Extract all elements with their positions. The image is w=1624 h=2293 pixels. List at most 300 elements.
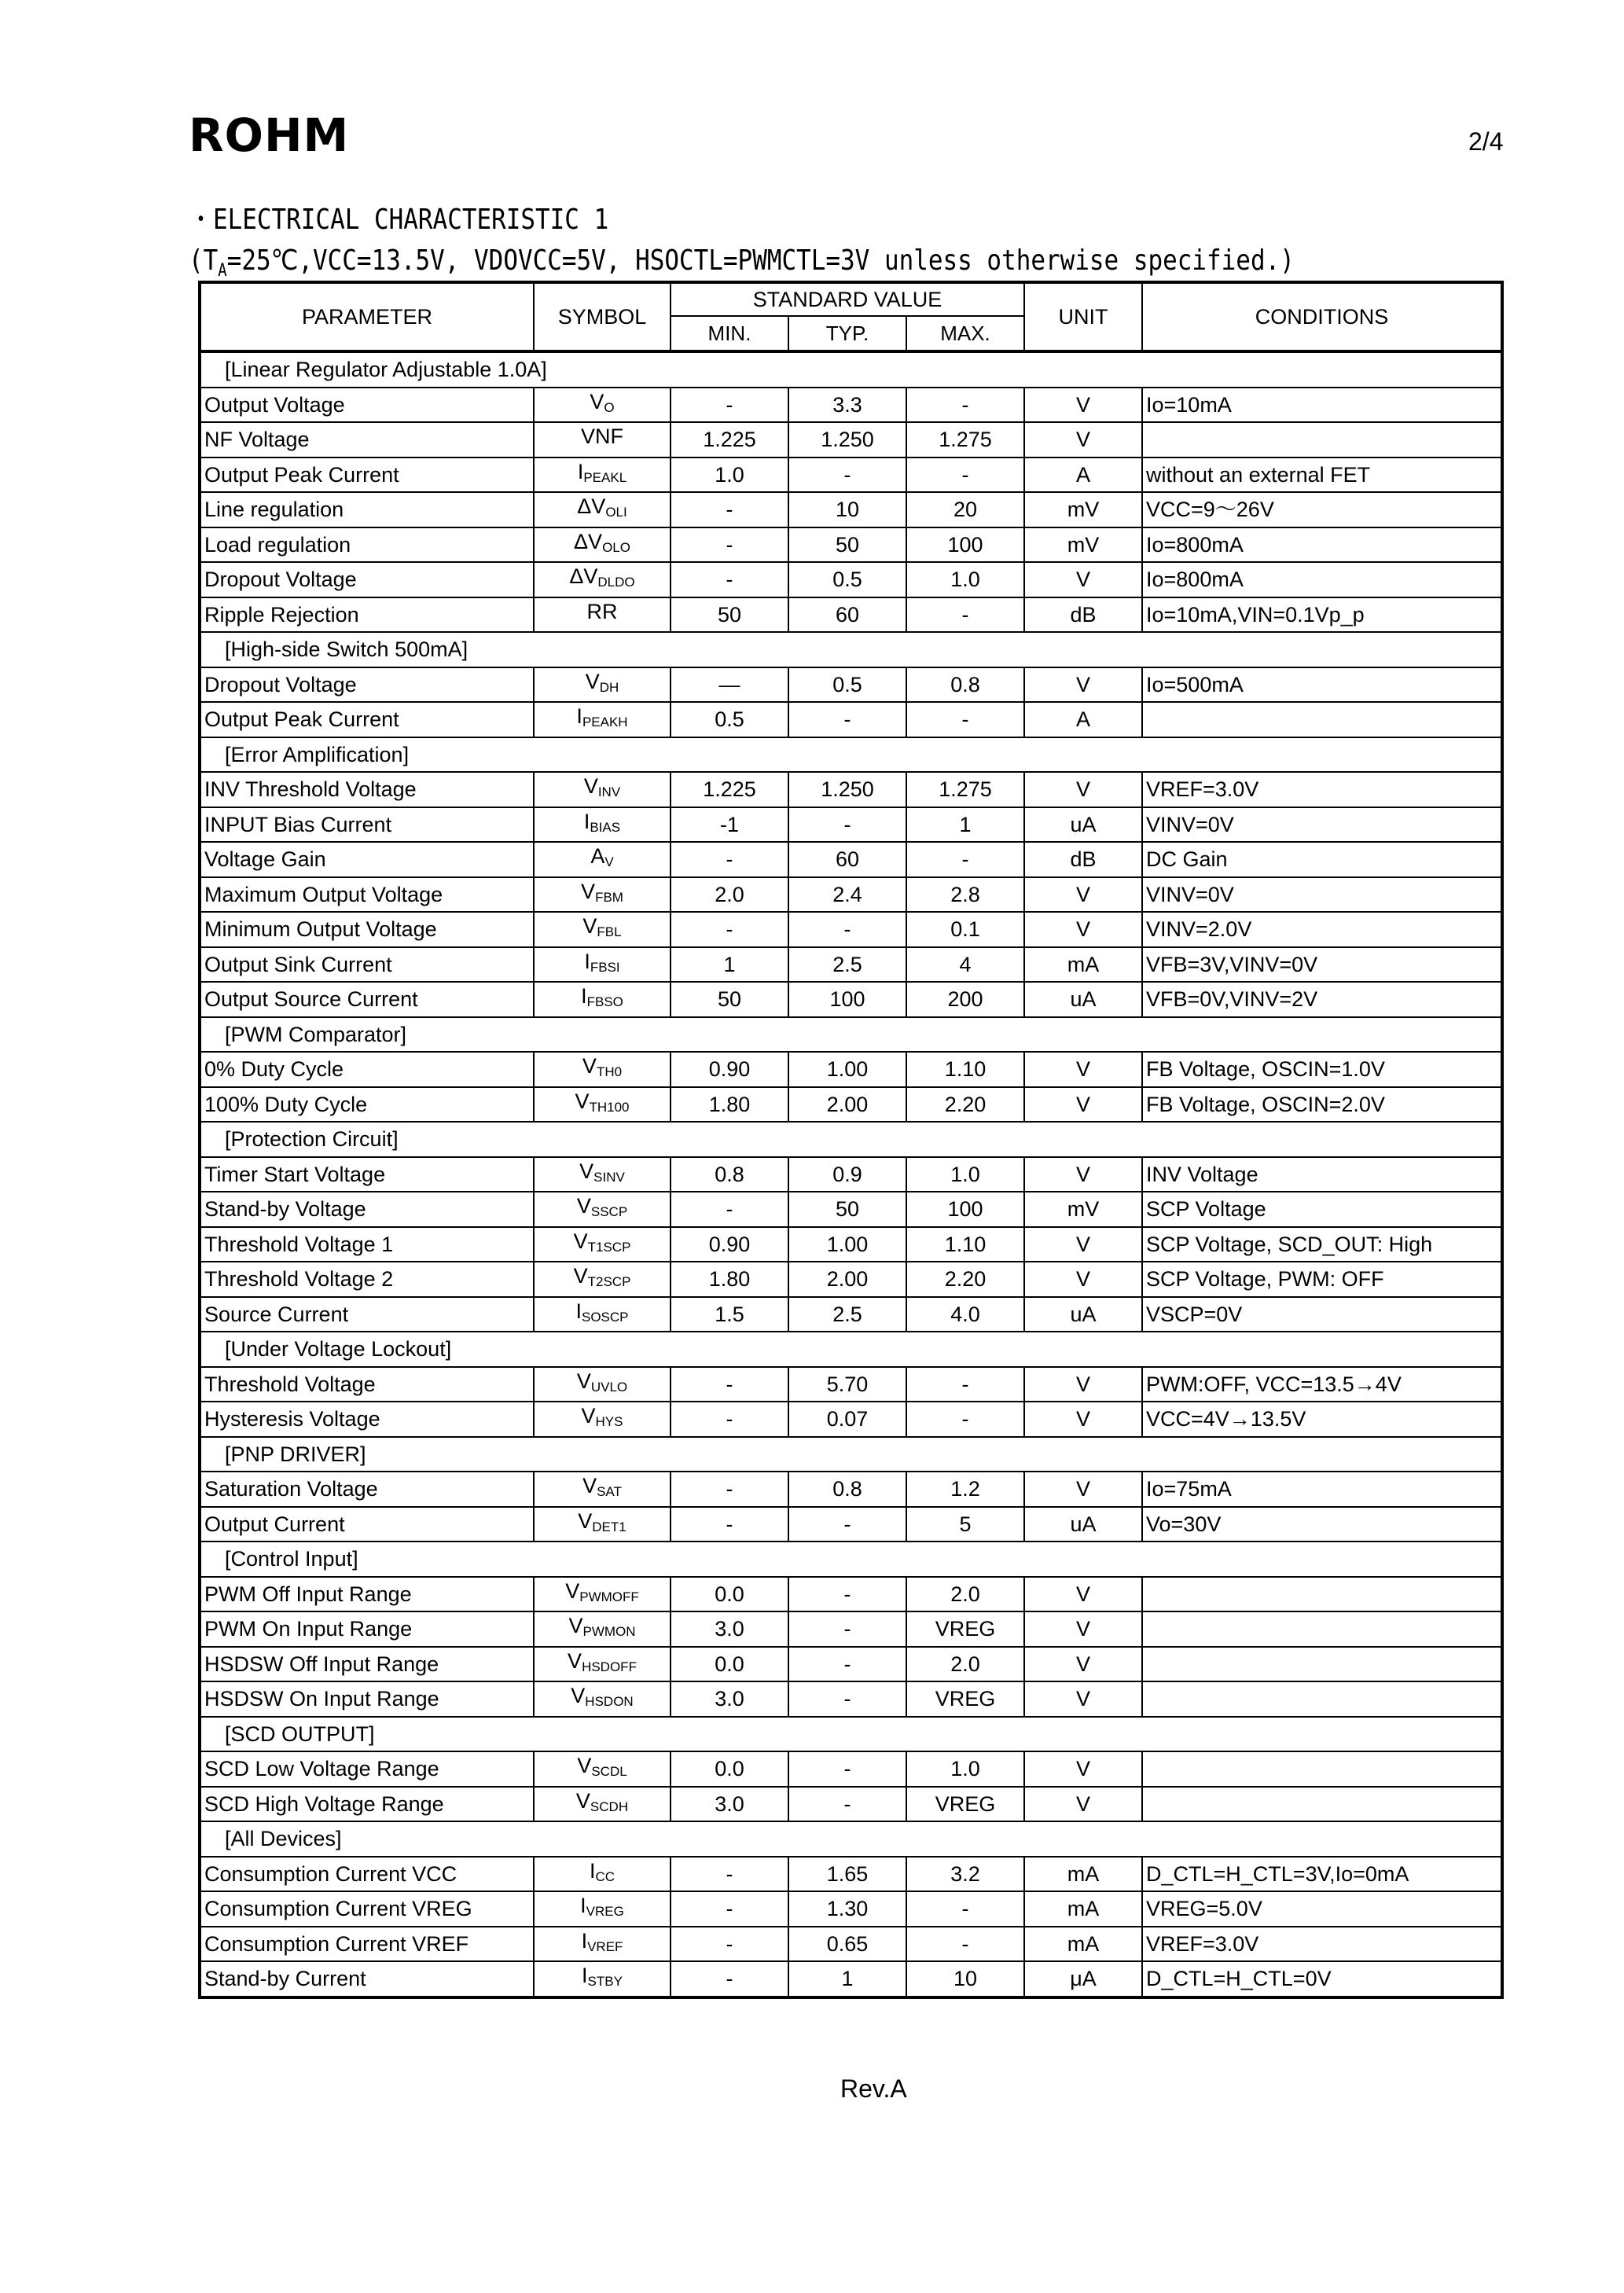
conditions-cell: SCP Voltage [1142,1192,1502,1227]
symbol-cell [534,1681,671,1717]
conditions-cell: VREF=3.0V [1142,1927,1502,1962]
section-row [200,1821,1502,1857]
conditions-cell: VFB=0V,VINV=2V [1142,982,1502,1017]
unit-cell: mV [1024,527,1142,563]
max-cell: 1.2 [906,1472,1024,1507]
header-max: MAX. [906,316,1024,351]
symbol-cell [534,1087,671,1123]
symbol-cell [534,1472,671,1507]
max-cell: 1.0 [906,562,1024,597]
symbol-main: I [581,984,587,1009]
unit-cell: uA [1024,1507,1142,1542]
symbol-main: V [582,914,597,939]
parameter-cell: Maximum Output Voltage [200,877,534,913]
symbol-subscript: HYS [595,1414,623,1430]
conditions-cell: Io=800mA [1142,527,1502,563]
symbol-subscript: TH0 [596,1064,623,1080]
symbol-cell [534,1927,671,1962]
symbol-main: V [565,1578,580,1603]
min-cell: 0.90 [671,1052,788,1087]
table-row [200,422,1502,457]
unit-cell: V [1024,1787,1142,1822]
max-cell: 1.0 [906,1157,1024,1192]
symbol-cell [534,422,671,457]
typ-cell: 2.00 [788,1087,906,1123]
symbol-subscript: DET1 [592,1519,626,1534]
parameter-cell: Consumption Current VREF [200,1927,534,1962]
max-cell: 100 [906,527,1024,563]
conditions-cell: FB Voltage, OSCIN=2.0V [1142,1087,1502,1123]
symbol-subscript: OLO [602,539,630,555]
conditions-cell [1142,1681,1502,1717]
symbol-cell [534,1507,671,1542]
symbol-subscript: V [604,854,614,870]
max-cell: - [906,702,1024,737]
parameter-cell: Threshold Voltage [200,1367,534,1402]
conditions-cell: FB Voltage, OSCIN=1.0V [1142,1052,1502,1087]
typ-cell: 1.00 [788,1227,906,1262]
parameter-cell: Line regulation [200,492,534,527]
parameter-cell: Output Peak Current [200,702,534,737]
min-cell: 0.8 [671,1157,788,1192]
max-cell: - [906,1367,1024,1402]
symbol-subscript: PEAKL [583,469,627,485]
max-cell: 2.8 [906,877,1024,913]
min-cell: 3.0 [671,1611,788,1647]
typ-cell: 1.30 [788,1891,906,1927]
symbol-cell [534,388,671,423]
symbol-cell [534,912,671,947]
symbol-cell [534,1891,671,1927]
conditions-cell: VINV=0V [1142,807,1502,843]
unit-cell: uA [1024,1297,1142,1332]
max-cell: 0.8 [906,667,1024,703]
typ-cell: 10 [788,492,906,527]
table-row [200,1157,1502,1192]
min-cell: - [671,1472,788,1507]
parameter-cell: Output Source Current [200,982,534,1017]
section-label: [PWM Comparator] [200,1017,1502,1053]
table-row [200,1891,1502,1927]
min-cell: 3.0 [671,1681,788,1717]
unit-cell: V [1024,422,1142,457]
min-cell: 0.90 [671,1227,788,1262]
table-row [200,1681,1502,1717]
symbol-subscript: T1SCP [587,1239,631,1255]
max-cell: 1.0 [906,1751,1024,1787]
conditions-cell: Io=800mA [1142,562,1502,597]
min-cell: - [671,1192,788,1227]
conditions-cell: Vo=30V [1142,1507,1502,1542]
min-cell: - [671,527,788,563]
unit-cell: V [1024,1402,1142,1437]
symbol-main: V [577,1754,592,1778]
min-cell: 2.0 [671,877,788,913]
symbol-subscript: T2SCP [587,1274,631,1290]
section-label: [All Devices] [200,1821,1502,1857]
unit-cell: mA [1024,1927,1142,1962]
symbol-subscript: SCDL [591,1764,627,1780]
max-cell: - [906,388,1024,423]
typ-cell: - [788,1681,906,1717]
conditions-cell: VINV=0V [1142,877,1502,913]
section-title: ・ELECTRICAL CHARACTERISTIC 1 [189,204,609,236]
typ-cell: 2.4 [788,877,906,913]
symbol-subscript: DH [599,679,619,695]
parameter-cell: Saturation Voltage [200,1472,534,1507]
header-unit: UNIT [1024,282,1142,351]
min-cell: - [671,842,788,877]
unit-cell: dB [1024,597,1142,633]
typ-cell: 60 [788,597,906,633]
symbol-main: V [578,1508,593,1533]
symbol-cell [534,1157,671,1192]
parameter-cell: Threshold Voltage 2 [200,1262,534,1297]
parameter-cell: Timer Start Voltage [200,1157,534,1192]
symbol-cell [534,457,671,493]
unit-cell: dB [1024,842,1142,877]
unit-cell: mA [1024,1857,1142,1892]
unit-cell: A [1024,702,1142,737]
typ-cell: 0.9 [788,1157,906,1192]
symbol-cell [534,877,671,913]
symbol-main: I [589,1858,596,1883]
symbol-cell [534,702,671,737]
table-row [200,1367,1502,1402]
unit-cell: V [1024,1472,1142,1507]
typ-cell: - [788,1647,906,1682]
symbol-subscript: OLI [605,505,627,520]
typ-cell: 2.5 [788,947,906,983]
revision-label: Rev.A [840,2074,907,2103]
conditions-cell: VREF=3.0V [1142,772,1502,807]
symbol-subscript: DLDO [597,575,635,590]
symbol-subscript: INV [597,785,621,800]
unit-cell: V [1024,1227,1142,1262]
symbol-cell [534,807,671,843]
table-row [200,1227,1502,1262]
conditions-cell [1142,702,1502,737]
conditions-cell [1142,1577,1502,1612]
max-cell: 2.0 [906,1577,1024,1612]
parameter-cell: Stand-by Current [200,1961,534,1997]
symbol-main: VNF [581,424,623,449]
max-cell: 5 [906,1507,1024,1542]
symbol-main: ΔV [574,529,603,553]
typ-cell: 50 [788,527,906,563]
symbol-cell [534,527,671,563]
table-row [200,457,1502,493]
max-cell: 3.2 [906,1857,1024,1892]
max-cell: VREG [906,1611,1024,1647]
table-row [200,1857,1502,1892]
symbol-main: I [575,1299,582,1323]
symbol-subscript: FBL [597,924,622,940]
conditions-cell: D_CTL=H_CTL=3V,Io=0mA [1142,1857,1502,1892]
parameter-cell: Minimum Output Voltage [200,912,534,947]
symbol-subscript: FBSI [590,959,620,975]
unit-cell: V [1024,1052,1142,1087]
symbol-cell [534,1787,671,1822]
max-cell: - [906,1891,1024,1927]
parameter-cell: 100% Duty Cycle [200,1087,534,1123]
symbol-cell [534,667,671,703]
symbol-cell [534,1052,671,1087]
typ-cell: 5.70 [788,1367,906,1402]
symbol-main: V [581,879,596,903]
min-cell: - [671,562,788,597]
symbol-cell [534,1367,671,1402]
table-row [200,667,1502,703]
symbol-subscript: SOSCP [581,1309,629,1325]
symbol-cell [534,947,671,983]
header-symbol: SYMBOL [534,282,671,351]
section-label: [PNP DRIVER] [200,1437,1502,1472]
conditions-cell: Io=10mA,VIN=0.1Vp_p [1142,597,1502,633]
symbol-main: A [590,844,605,869]
min-cell: 50 [671,982,788,1017]
symbol-subscript: SAT [597,1484,622,1500]
parameter-cell: 0% Duty Cycle [200,1052,534,1087]
conditions-cell: VINV=2.0V [1142,912,1502,947]
conditions-cell: INV Voltage [1142,1157,1502,1192]
unit-cell: mV [1024,492,1142,527]
symbol-main: V [575,1788,590,1813]
symbol-main: I [581,1928,588,1953]
table-row [200,1611,1502,1647]
parameter-cell: PWM Off Input Range [200,1577,534,1612]
max-cell: 0.1 [906,912,1024,947]
conditions-cell: VFB=3V,VINV=0V [1142,947,1502,983]
conditions-cell: Io=500mA [1142,667,1502,703]
section-row [200,1542,1502,1577]
conditions-cell [1142,1611,1502,1647]
symbol-main: V [590,389,604,413]
unit-cell: V [1024,1157,1142,1192]
min-cell: 3.0 [671,1787,788,1822]
typ-cell: 100 [788,982,906,1017]
symbol-cell [534,772,671,807]
parameter-cell: Dropout Voltage [200,667,534,703]
max-cell: - [906,842,1024,877]
min-cell: 0.5 [671,702,788,737]
typ-cell: - [788,1611,906,1647]
symbol-subscript: BIAS [590,819,621,835]
conditions-cell [1142,422,1502,457]
symbol-subscript: STBY [587,1974,623,1990]
min-cell: 1.80 [671,1262,788,1297]
min-cell: - [671,388,788,423]
header-standard-value: STANDARD VALUE [671,282,1024,316]
table-row [200,1052,1502,1087]
section-row [200,632,1502,667]
unit-cell: V [1024,388,1142,423]
min-cell: 1.80 [671,1087,788,1123]
parameter-cell: Voltage Gain [200,842,534,877]
typ-cell: - [788,702,906,737]
typ-cell: - [788,1751,906,1787]
parameter-cell: Consumption Current VCC [200,1857,534,1892]
symbol-cell [534,1857,671,1892]
unit-cell: V [1024,1681,1142,1717]
min-cell: - [671,1507,788,1542]
section-label: [SCD OUTPUT] [200,1717,1502,1752]
parameter-cell: Hysteresis Voltage [200,1402,534,1437]
conditions-cell: SCP Voltage, SCD_OUT: High [1142,1227,1502,1262]
symbol-cell [534,1402,671,1437]
conditions-cell: Io=75mA [1142,1472,1502,1507]
symbol-cell [534,982,671,1017]
symbol-main: V [571,1684,586,1708]
parameter-cell: Ripple Rejection [200,597,534,633]
typ-cell: 2.00 [788,1262,906,1297]
symbol-cell [534,842,671,877]
table-row [200,702,1502,737]
symbol-subscript: O [604,399,615,415]
min-cell: - [671,1402,788,1437]
max-cell: - [906,597,1024,633]
parameter-cell: HSDSW Off Input Range [200,1647,534,1682]
table-row [200,1751,1502,1787]
symbol-main: I [577,459,584,483]
unit-cell: μA [1024,1961,1142,1997]
min-cell: - [671,1857,788,1892]
conditions-cell: VCC=9～26V [1142,492,1502,527]
table-row [200,1262,1502,1297]
max-cell: 200 [906,982,1024,1017]
table-row [200,1402,1502,1437]
max-cell: VREG [906,1787,1024,1822]
unit-cell: V [1024,1087,1142,1123]
parameter-cell: SCD High Voltage Range [200,1787,534,1822]
section-row [200,1332,1502,1367]
table-body [200,351,1502,1997]
symbol-main: V [579,1159,594,1183]
table-row [200,1647,1502,1682]
max-cell: - [906,1927,1024,1962]
min-cell: 0.0 [671,1751,788,1787]
max-cell: 100 [906,1192,1024,1227]
parameter-cell: PWM On Input Range [200,1611,534,1647]
typ-cell: 0.65 [788,1927,906,1962]
symbol-main: V [576,1194,591,1218]
conditions-cell: SCP Voltage, PWM: OFF [1142,1262,1502,1297]
unit-cell: V [1024,877,1142,913]
table-row [200,1297,1502,1332]
min-cell: - [671,1961,788,1997]
header-conditions: CONDITIONS [1142,282,1502,351]
parameter-cell: Output Sink Current [200,947,534,983]
parameter-cell: Source Current [200,1297,534,1332]
typ-cell: 50 [788,1192,906,1227]
unit-cell: uA [1024,807,1142,843]
conditions-cell: D_CTL=H_CTL=0V [1142,1961,1502,1997]
typ-cell: 1.250 [788,772,906,807]
electrical-characteristics-table [198,281,1504,1999]
symbol-main: V [582,1474,597,1498]
table-row [200,597,1502,633]
rohm-logo: ROHM [189,108,350,162]
typ-cell: 1.00 [788,1052,906,1087]
symbol-cell [534,597,671,633]
symbol-cell [534,1577,671,1612]
symbol-cell [534,1262,671,1297]
table-row [200,1192,1502,1227]
symbol-subscript: UVLO [590,1379,628,1395]
max-cell: VREG [906,1681,1024,1717]
unit-cell: V [1024,667,1142,703]
section-row [200,1122,1502,1157]
unit-cell: A [1024,457,1142,493]
unit-cell: V [1024,1577,1142,1612]
unit-cell: V [1024,1611,1142,1647]
table-row [200,877,1502,913]
min-cell: - [671,492,788,527]
section-row [200,351,1502,388]
min-cell: - [671,1367,788,1402]
section-row [200,1717,1502,1752]
max-cell: 2.0 [906,1647,1024,1682]
unit-cell: V [1024,772,1142,807]
max-cell: 2.20 [906,1087,1024,1123]
section-label: [Linear Regulator Adjustable 1.0A] [200,351,1502,388]
symbol-subscript: FBM [595,889,623,905]
conditions-cell: VSCP=0V [1142,1297,1502,1332]
min-cell: 0.0 [671,1647,788,1682]
typ-cell: 1.65 [788,1857,906,1892]
symbol-cell [534,1227,671,1262]
section-row [200,737,1502,773]
parameter-cell: INV Threshold Voltage [200,772,534,807]
parameter-cell: Dropout Voltage [200,562,534,597]
symbol-main: I [583,809,590,833]
table-row [200,562,1502,597]
typ-cell: - [788,912,906,947]
symbol-main: V [576,1369,591,1393]
symbol-main: I [576,704,582,729]
section-label: [Under Voltage Lockout] [200,1332,1502,1367]
symbol-main: V [583,774,598,799]
min-cell: 1.5 [671,1297,788,1332]
symbol-subscript: VREG [586,1904,624,1920]
max-cell: 1 [906,807,1024,843]
table-row [200,807,1502,843]
table-row [200,1472,1502,1507]
unit-cell: mV [1024,1192,1142,1227]
table-row [200,772,1502,807]
header-min: MIN. [671,316,788,351]
table-row [200,1961,1502,1997]
max-cell: 4 [906,947,1024,983]
parameter-cell: Load regulation [200,527,534,563]
max-cell: 10 [906,1961,1024,1997]
min-cell: - [671,912,788,947]
test-conditions-part1: (T [189,244,219,277]
symbol-main: I [584,949,590,973]
max-cell: - [906,457,1024,493]
symbol-cell [534,1611,671,1647]
min-cell: ― [671,667,788,703]
table-row [200,1787,1502,1822]
min-cell: - [671,1891,788,1927]
symbol-main: ΔV [569,564,598,589]
typ-cell: 2.5 [788,1297,906,1332]
max-cell: - [906,1402,1024,1437]
table-row [200,492,1502,527]
typ-cell: 1 [788,1961,906,1997]
unit-cell: mA [1024,947,1142,983]
parameter-cell: Output Peak Current [200,457,534,493]
